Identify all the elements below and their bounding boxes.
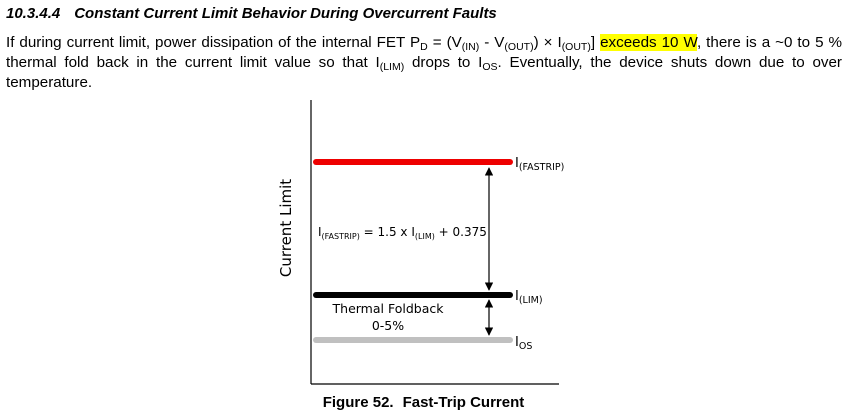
para-text: ) × I xyxy=(533,34,562,51)
para-subscript: (OUT) xyxy=(504,41,534,53)
os-label: $I_{OS}$ xyxy=(515,335,533,352)
section-title: Constant Current Limit Behavior During Overcurrent Faults xyxy=(74,5,497,22)
para-subscript: (LIM) xyxy=(379,61,405,73)
para-subscript: D xyxy=(420,41,428,53)
caption-label: Figure 52. xyxy=(322,394,394,411)
para-subscript: (OUT) xyxy=(561,41,591,53)
para-subscript: (IN) xyxy=(461,41,480,53)
foldback-label: Thermal Foldback xyxy=(332,301,444,316)
y-axis-label: Current Limit xyxy=(277,178,295,278)
caption-title: Fast-Trip Current xyxy=(402,394,525,411)
para-text: - V xyxy=(479,34,505,51)
para-text: . Eventually, the device shuts down due to over temperature. xyxy=(6,54,842,91)
para-text: = (V xyxy=(427,34,462,51)
para-text: drops to I xyxy=(404,54,483,71)
fastrip-formula: $I_{(FASTRIP)} = 1.5$ x $I_{(LIM)} + 0.375$ xyxy=(318,225,487,241)
para-subscript: OS xyxy=(482,61,498,73)
foldback-percent: 0-5% xyxy=(371,318,405,333)
para-text: , there is a ~0 to 5 % thermal fold back in the current limit value so that I xyxy=(6,34,842,71)
highlighted-text: exceeds 10 W xyxy=(600,34,697,51)
para-text: ] xyxy=(590,34,601,51)
figure-caption xyxy=(0,394,847,411)
para-text: If during current limit, power dissipation of the internal FET P xyxy=(6,34,421,51)
fastrip-label: $I_{(FASTRIP)}$ xyxy=(515,156,565,173)
lim-label: $I_{(LIM)}$ xyxy=(515,289,543,306)
section-number: 10.3.4.4 xyxy=(6,5,61,22)
